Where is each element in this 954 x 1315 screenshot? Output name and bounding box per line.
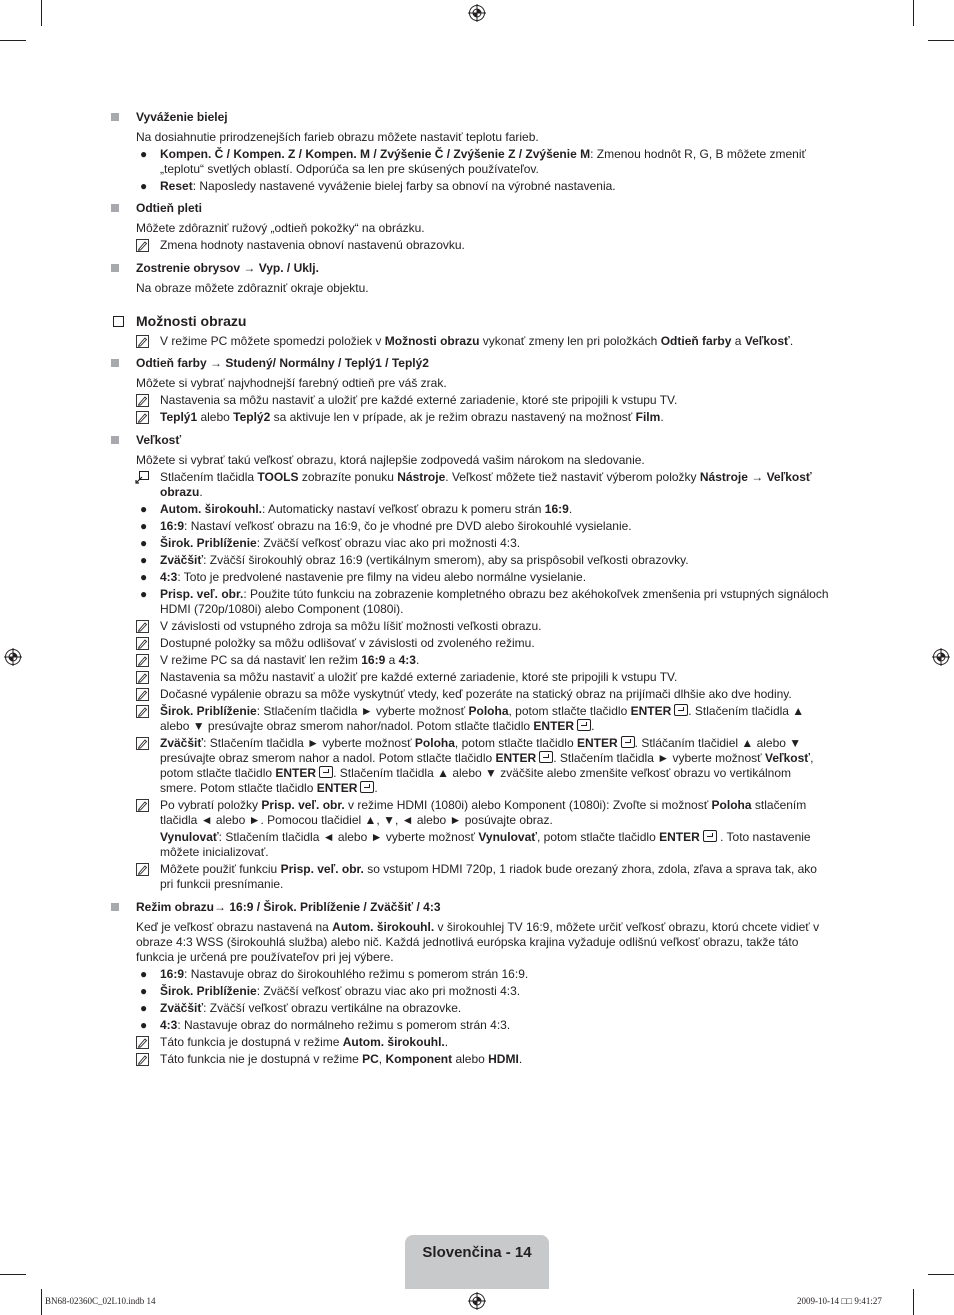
bullet-icon: ● [140,984,148,998]
note: V závislosti od vstupného zdroja sa môžu líšiť možnosti veľkosti obrazu. [111,619,831,634]
registration-mark-icon [468,4,486,22]
crop-mark [928,1274,954,1275]
list-item: ● Kompen. Č / Kompen. Z / Kompen. M / Zvýšenie Č / Zvýšenie Z / Zvýšenie M: Zmenou hodnôt R, G, B môžete zmeniť „teplotu“ svetlých oblastí. Odporúča sa len pre skúsených používateľov. [140,147,807,176]
bullet-icon: ● [140,536,148,550]
item-heading-screen-mode: Režim obrazu→ 16:9 / Širok. Priblíženie / Zväčšiť / 4:3 [111,900,831,915]
note: Dočasné vypálenie obrazu sa môže vyskytnúť vtedy, keď pozeráte na statický obraz na prijímači dlhšie ako dve hodiny. [111,687,831,702]
item-heading-color-tone: Odtieň farby → Studený/ Normálny / Teplý1 / Teplý2 [111,356,831,371]
list-item: ● Autom. širokouhl.: Automaticky nastaví veľkosť obrazu k pomeru strán 16:9. [140,502,573,516]
list-item: ● Zväčšiť: Zväčší širokouhlý obraz 16:9 (vertikálnym smerom), aby sa prispôsobil veľkosti obrazovky. [140,553,689,567]
list-item: ● Širok. Priblíženie: Zväčší veľkosť obrazu viac ako pri možnosti 4:3. [140,984,521,998]
note-icon [136,1036,149,1049]
list-item: ● Prisp. veľ. obr.: Použite túto funkciu na zobrazenie kompletného obrazu bez akéhokoľvek zmenšenia pri vstupných signáloch HDMI (720p/1080i) alebo Component (1080i). [140,587,829,616]
page-number-tab [405,1235,549,1289]
list-item: ● Reset: Naposledy nastavené vyváženie bielej farby sa obnoví na výrobné nastavenia. [140,179,616,193]
bullet-icon: ● [140,1018,148,1032]
square-bullet-icon [111,264,119,272]
enter-icon [539,751,553,763]
item-heading-size: Veľkosť [111,433,831,448]
note: Širok. Priblíženie: Stlačením tlačidla ► vyberte možnosť Poloha, potom stlačte tlačidlo ENTER . Stlačením tlačidla ▲ alebo ▼ presúvajte obraz smerom nahor/nadol. Potom stlačte tlačidlo ENTER . [111,704,831,734]
bullet-icon: ● [140,553,148,567]
tools-icon [135,471,149,484]
item-description: Na obraze môžete zdôrazniť okraje objektu. [136,281,369,295]
note: Nastavenia sa môžu nastaviť a uložiť pre každé externé zariadenie, ktoré ste pripojili k vstupu TV. [111,670,831,685]
note-icon [136,620,149,633]
tools-note: Stlačením tlačidla TOOLS zobrazíte ponuku Nástroje. Veľkosť môžete tiež nastaviť výberom položky Nástroje → Veľkosť obrazu. [111,470,831,500]
bullet-icon: ● [140,179,148,193]
list-item: ● Zväčšiť: Zväčší veľkosť obrazu vertikálne na obrazovke. [140,1001,462,1015]
note-icon [136,737,149,750]
crop-mark [41,0,42,26]
enter-icon [703,830,717,842]
enter-icon [674,704,688,716]
crop-mark [928,40,954,41]
page-number-label: Slovenčina - 14 [422,1244,532,1261]
bullet-icon: ● [140,147,148,161]
note: Dostupné položky sa môžu odlišovať v závislosti od zvoleného režimu. [111,636,831,651]
note-icon [136,705,149,718]
item-description: Môžete zdôrazniť ružový „odtieň pokožky“ na obrázku. [136,221,425,235]
note: Táto funkcia nie je dostupná v režime PC, Komponent alebo HDMI. [111,1052,831,1067]
checkbox-square-icon [113,316,124,327]
registration-mark-icon [4,648,22,666]
enter-icon [360,781,374,793]
list-item: ● 16:9: Nastaví veľkosť obrazu na 16:9, čo je vhodné pre DVD alebo širokouhlé vysielanie. [140,519,632,533]
bullet-icon: ● [140,587,148,601]
bullet-icon: ● [140,570,148,584]
print-slug-left: BN68-02360C_02L10.indb 14 [45,1296,156,1306]
note-icon [136,239,149,252]
note-icon [136,335,149,348]
note-icon [136,688,149,701]
note-icon [136,411,149,424]
section-title: Možnosti obrazu [111,314,831,329]
item-heading-edge-enhancement: Zostrenie obrysov → Vyp. / Uklj. [111,261,831,276]
crop-mark [913,1289,914,1315]
note-icon [136,654,149,667]
item-description: Môžete si vybrať najvhodnejší farebný odtieň pre váš zrak. [136,376,447,390]
enter-icon [319,766,333,778]
item-description: Na dosiahnutie prirodzenejších farieb obrazu môžete nastaviť teplotu farieb. [136,130,539,144]
square-bullet-icon [111,204,119,212]
registration-mark-icon [932,648,950,666]
list-item: ● 4:3: Nastavuje obraz do normálneho režimu s pomerom strán 4:3. [140,1018,511,1032]
crop-mark [0,40,26,41]
note: Táto funkcia je dostupná v režime Autom. širokouhl.. [111,1035,831,1050]
print-slug-right: 2009-10-14 □□ 9:41:27 [797,1296,882,1306]
note: Po vybratí položky Prisp. veľ. obr. v režime HDMI (1080i) alebo Komponent (1080i): Zvoľte si možnosť Poloha stlačením tlačidla ◄ alebo ►. Pomocou tlačidiel ▲, ▼, ◄ alebo ► posúvajte obraz. [111,798,831,828]
note-icon [136,637,149,650]
crop-mark [913,0,914,26]
list-item: ● 4:3: Toto je predvolené nastavenie pre filmy na videu alebo normálne vysielanie. [140,570,587,584]
note: V režime PC sa dá nastaviť len režim 16:9 a 4:3. [111,653,831,668]
note-icon [136,671,149,684]
note: Zväčšiť: Stlačením tlačidla ► vyberte možnosť Poloha, potom stlačte tlačidlo ENTER . Stláčaním tlačidiel ▲ alebo ▼ presúvajte obraz smerom nahor a nadol. Potom stlačte tlačidlo ENTER . Stlačením tlačidla ► vyberte možnosť Veľkosť, potom stlačte tlačidlo ENTER . Stlačením tlačidla ▲ alebo ▼ zväčšite alebo zmenšite veľkosť obrazu vo vertikálnom smere. Potom stlačte tlačidlo ENTER . [111,736,831,796]
crop-mark [0,1274,26,1275]
note: Nastavenia sa môžu nastaviť a uložiť pre každé externé zariadenie, ktoré ste pripojili k vstupu TV. [111,393,831,408]
list-item: ● 16:9: Nastavuje obraz do širokouhlého režimu s pomerom strán 16:9. [140,967,529,981]
list-item: ● Širok. Priblíženie: Zväčší veľkosť obrazu viac ako pri možnosti 4:3. [140,536,521,550]
crop-mark [41,1289,42,1315]
enter-icon [621,736,635,748]
enter-icon [577,719,591,731]
note-icon [136,863,149,876]
note: Teplý1 alebo Teplý2 sa aktivuje len v prípade, ak je režim obrazu nastavený na možnosť Film. [111,410,831,425]
note-continuation: Vynulovať: Stlačením tlačidla ◄ alebo ► vyberte možnosť Vynulovať, potom stlačte tlačidlo ENTER . Toto nastavenie môžete inicializovať. [160,830,811,859]
registration-mark-icon [468,1292,486,1310]
square-bullet-icon [111,903,119,911]
bullet-icon: ● [140,1001,148,1015]
manual-page-content [111,106,831,1067]
note-icon [136,1053,149,1066]
item-description: Keď je veľkosť obrazu nastavená na Autom. širokouhl. v širokouhlej TV 16:9, môžete určiť veľkosť obrazu, ktorú chcete vidieť v obraze 4:3 WSS (širokouhlá služba) alebo nič. Každá jednotlivá európska krajina vyžaduje odlišnú veľkosť obrazu, takže táto funkcia je určená pre používateľov pri jej výbere. [136,920,820,964]
note: V režime PC môžete spomedzi položiek v Možnosti obrazu vykonať zmeny len pri položkách Odtieň farby a Veľkosť. [111,334,831,349]
square-bullet-icon [111,359,119,367]
bullet-icon: ● [140,967,148,981]
item-description: Môžete si vybrať takú veľkosť obrazu, ktorá najlepšie zodpovedá vašim nárokom na sledovanie. [136,453,645,467]
note-icon [136,799,149,812]
note: Zmena hodnoty nastavenia obnoví nastavenú obrazovku. [111,238,831,253]
square-bullet-icon [111,436,119,444]
item-heading-skin-tone: Odtieň pleti [111,201,831,216]
note-icon [136,394,149,407]
bullet-icon: ● [140,519,148,533]
note: Môžete použiť funkciu Prisp. veľ. obr. so vstupom HDMI 720p, 1 riadok bude orezaný zhora, zdola, zľava a sprava tak, ako pri funkcii presnímanie. [111,862,831,892]
item-heading-white-balance: Vyváženie bielej [111,110,831,125]
bullet-icon: ● [140,502,148,516]
square-bullet-icon [111,113,119,121]
